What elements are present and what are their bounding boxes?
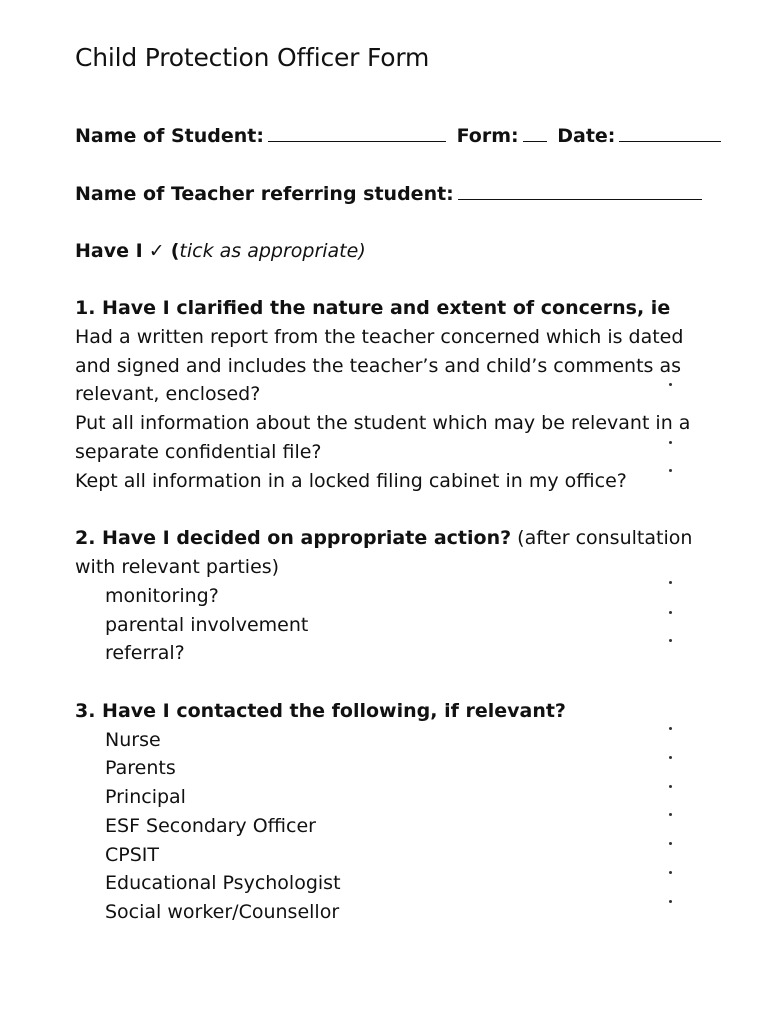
- section3-heading: 3. Have I contacted the following, if relevant?: [75, 700, 566, 722]
- tick-box[interactable]: [669, 727, 672, 730]
- section1-line: Put all information about the student which may be relevant in a: [75, 412, 691, 434]
- section3-item: Parents: [105, 757, 176, 779]
- student-name-blank[interactable]: [268, 126, 446, 142]
- tick-box[interactable]: [669, 611, 672, 614]
- tick-box[interactable]: [669, 441, 672, 444]
- teacher-name-blank[interactable]: [458, 184, 702, 200]
- student-line: [75, 124, 725, 148]
- tick-box[interactable]: [669, 785, 672, 788]
- tick-box[interactable]: [669, 842, 672, 845]
- form-blank[interactable]: [523, 126, 547, 142]
- date-label: Date:: [557, 125, 616, 147]
- section2-item: parental involvement: [105, 614, 309, 636]
- section1-line: relevant, enclosed?: [75, 383, 261, 405]
- section1-line: separate confidential file?: [75, 441, 322, 463]
- section2-heading: 2. Have I decided on appropriate action?: [75, 527, 512, 549]
- date-blank[interactable]: [619, 126, 721, 142]
- section1-line: Had a written report from the teacher concerned which is dated: [75, 326, 684, 348]
- form-label: Form:: [456, 125, 519, 147]
- section3-item: Social worker/Counsellor: [105, 901, 340, 923]
- tick-box[interactable]: [669, 581, 672, 584]
- tick-box[interactable]: [669, 756, 672, 759]
- tick-box[interactable]: [669, 639, 672, 642]
- section1-line: Kept all information in a locked filing cabinet in my office?: [75, 470, 627, 492]
- tick-icon: ✓: [148, 240, 165, 262]
- section1-line: and signed and includes the teacher’s and child’s comments as: [75, 355, 682, 377]
- section2-heading-line: [75, 526, 692, 550]
- have-i-note: tick as appropriate): [179, 240, 366, 262]
- tick-box[interactable]: [669, 383, 672, 386]
- section3-item: Educational Psychologist: [105, 872, 341, 894]
- have-i-label: Have I: [75, 240, 143, 262]
- tick-box[interactable]: [669, 871, 672, 874]
- student-name-label: Name of Student:: [75, 125, 264, 147]
- page-title: Child Protection Officer Form: [75, 43, 430, 72]
- tick-box[interactable]: [669, 813, 672, 816]
- section1-heading: 1. Have I clarified the nature and extent of concerns, ie: [75, 297, 671, 319]
- tick-box[interactable]: [669, 900, 672, 903]
- have-i-open-paren: (: [170, 240, 180, 262]
- section3-item: ESF Secondary Officer: [105, 815, 316, 837]
- teacher-label: Name of Teacher referring student:: [75, 183, 454, 205]
- section3-item: CPSIT: [105, 844, 159, 866]
- have-i-line: [75, 239, 366, 263]
- section3-item: Principal: [105, 786, 186, 808]
- section3-item: Nurse: [105, 729, 161, 751]
- tick-box[interactable]: [669, 469, 672, 472]
- teacher-line: [75, 182, 706, 206]
- section2-note: (after consultation: [517, 527, 693, 549]
- section2-item: referral?: [105, 642, 185, 664]
- section2-item: monitoring?: [105, 585, 219, 607]
- section2-note-cont: with relevant parties): [75, 556, 280, 578]
